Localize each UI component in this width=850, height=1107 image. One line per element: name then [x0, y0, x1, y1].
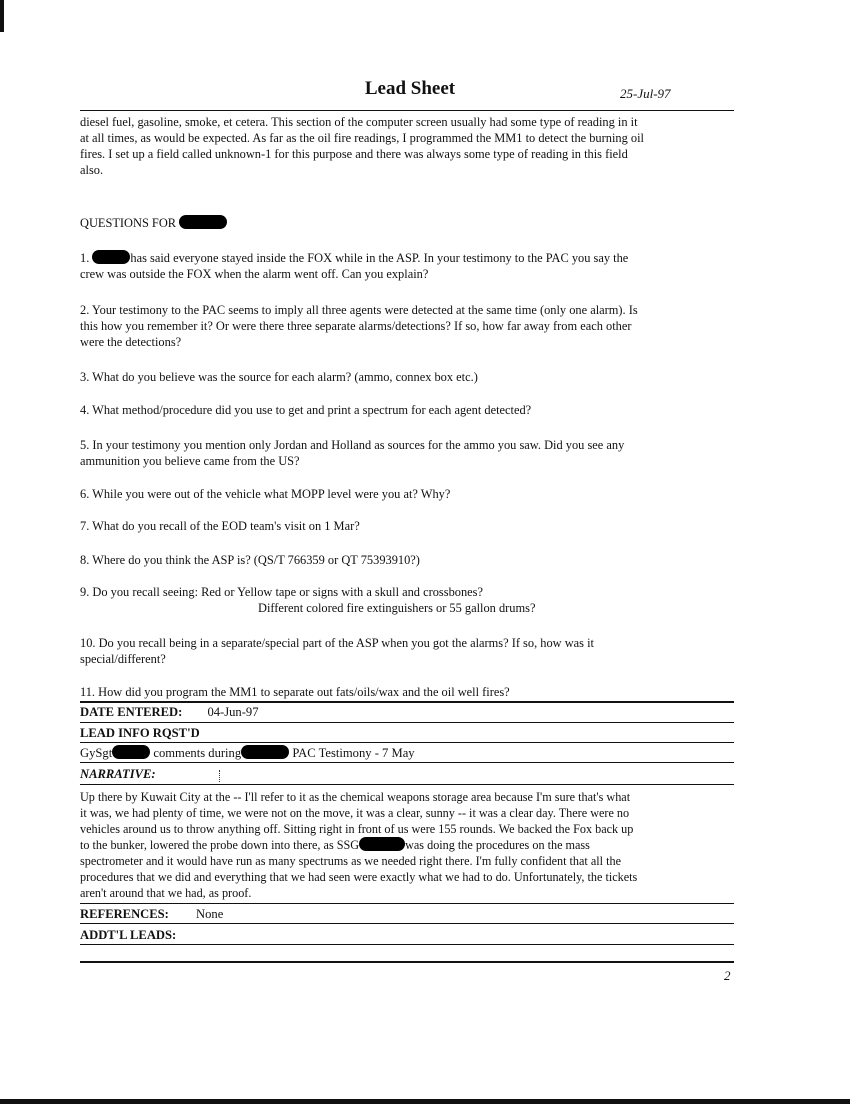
redaction-mark [359, 837, 405, 851]
narrative-label-row [80, 766, 156, 782]
question-3: 3. What do you believe was the source for each alarm? (ammo, connex box etc.) [80, 370, 478, 384]
lead-info-detail: PAC Testimony - 7 May [292, 746, 415, 760]
scan-bottom-bar [0, 1099, 850, 1104]
lead-info-row [80, 725, 200, 741]
redaction-mark [112, 745, 150, 759]
question-10-line: special/different? [80, 652, 166, 666]
page-title: Lead Sheet [364, 78, 456, 99]
lead-info-detail: GySgt [80, 746, 113, 760]
form-rule [80, 944, 734, 945]
narrative-line: vehicles around us to throw anything off. Sitting right in front of us were 155 rounds. We backed the Fox back up [80, 822, 634, 836]
question-11: 11. How did you program the MM1 to separate out fats/oils/wax and the oil well fires? [80, 685, 510, 699]
form-rule [80, 701, 734, 703]
narrative-line: aren't around that we had, as proof. [80, 886, 252, 900]
date-entered-row [80, 704, 259, 720]
form-rule [80, 784, 734, 785]
question-1-line: has said everyone stayed inside the FOX while in the ASP. In your testimony to the PAC you say the [130, 251, 629, 265]
narrative-line: was doing the procedures on the mass [405, 838, 590, 852]
question-5-line: 5. In your testimony you mention only Jordan and Holland as sources for the ammo you saw. Did you see any [80, 438, 625, 452]
redaction-mark [241, 745, 289, 759]
question-10 [80, 635, 732, 667]
form-rule [80, 742, 734, 743]
header-rule [80, 110, 734, 111]
question-1-line: crew was outside the FOX when the alarm went off. Can you explain? [80, 267, 429, 281]
form-rule [80, 903, 734, 904]
question-9-line: 9. Do you recall seeing: Red or Yellow tape or signs with a skull and crossbones? [80, 585, 483, 599]
intro-line: diesel fuel, gasoline, smoke, et cetera. This section of the computer screen usually had some type of reading in it [80, 115, 638, 129]
references-value: None [196, 907, 224, 921]
lead-info-detail-row [80, 745, 415, 761]
narrative-line: it was, we had plenty of time, we were not on the move, it was a clear, sunny -- it was a clear day. There were no [80, 806, 630, 820]
question-2-line: 2. Your testimony to the PAC seems to imply all three agents were detected at the same time (only one alarm). Is [80, 303, 638, 317]
lead-info-detail: comments during [153, 746, 242, 760]
question-2 [80, 302, 732, 350]
intro-line: at all times, as would be expected. As far as the oil fire readings, I programmed the MM1 to detect the burning oil [80, 131, 644, 145]
question-8: 8. Where do you think the ASP is? (QS/T 766359 or QT 75393910?) [80, 553, 420, 567]
question-5 [80, 437, 732, 469]
date-entered-label: DATE ENTERED: [80, 705, 183, 719]
narrative-label: NARRATIVE: [80, 767, 156, 781]
form-rule [80, 762, 734, 763]
question-10-line: 10. Do you recall being in a separate/special part of the ASP when you got the alarms? If so, how was it [80, 636, 594, 650]
question-2-line: this how you remember it? Or were there three separate alarms/detections? If so, how far away from each other [80, 319, 632, 333]
narrative-line: Up there by Kuwait City at the -- I'll refer to it as the chemical weapons storage area because I'm sure that's what [80, 790, 631, 804]
narrative-line: procedures that we did and everything that we had seen were exactly what we had to do. Unfortunately, the tickets [80, 870, 638, 884]
lead-info-label: LEAD INFO RQST'D [80, 726, 200, 740]
text-cursor-mark [219, 770, 221, 782]
questions-heading [80, 215, 732, 231]
narrative-text [80, 789, 732, 901]
references-label: REFERENCES: [80, 907, 169, 921]
question-2-line: were the detections? [80, 335, 182, 349]
intro-line: fires. I set up a field called unknown-1 for this purpose and there was always some type of reading in this field [80, 147, 628, 161]
question-5-line: ammunition you believe came from the US? [80, 454, 300, 468]
form-rule [80, 722, 734, 723]
footer-rule [80, 961, 734, 963]
references-row [80, 906, 223, 922]
intro-line: also. [80, 163, 104, 177]
question-7: 7. What do you recall of the EOD team's visit on 1 Mar? [80, 519, 360, 533]
redaction-mark [179, 215, 227, 229]
header-date: 25-Jul-97 [620, 86, 671, 101]
narrative-line: spectrometer and it would have run as many spectrums as we needed right there. I'm fully confident that all the [80, 854, 621, 868]
question-1-number: 1. [80, 251, 90, 265]
question-9-line: Different colored fire extinguishers or 55 gallon drums? [258, 601, 536, 615]
form-rule [80, 923, 734, 924]
question-4: 4. What method/procedure did you use to get and print a spectrum for each agent detected? [80, 403, 532, 417]
question-9 [80, 584, 732, 616]
question-1 [80, 250, 732, 282]
intro-paragraph [80, 114, 732, 178]
page-number: 2 [724, 968, 731, 983]
question-6: 6. While you were out of the vehicle what MOPP level were you at? Why? [80, 487, 451, 501]
addtl-leads-label: ADDT'L LEADS: [80, 928, 177, 942]
narrative-line: to the bunker, lowered the probe down into there, as SSG [80, 838, 360, 852]
redaction-mark [92, 250, 130, 264]
scan-edge-mark [0, 0, 4, 32]
questions-heading-text: QUESTIONS FOR [80, 216, 177, 230]
date-entered-value: 04-Jun-97 [207, 705, 259, 719]
addtl-leads-row [80, 927, 176, 943]
